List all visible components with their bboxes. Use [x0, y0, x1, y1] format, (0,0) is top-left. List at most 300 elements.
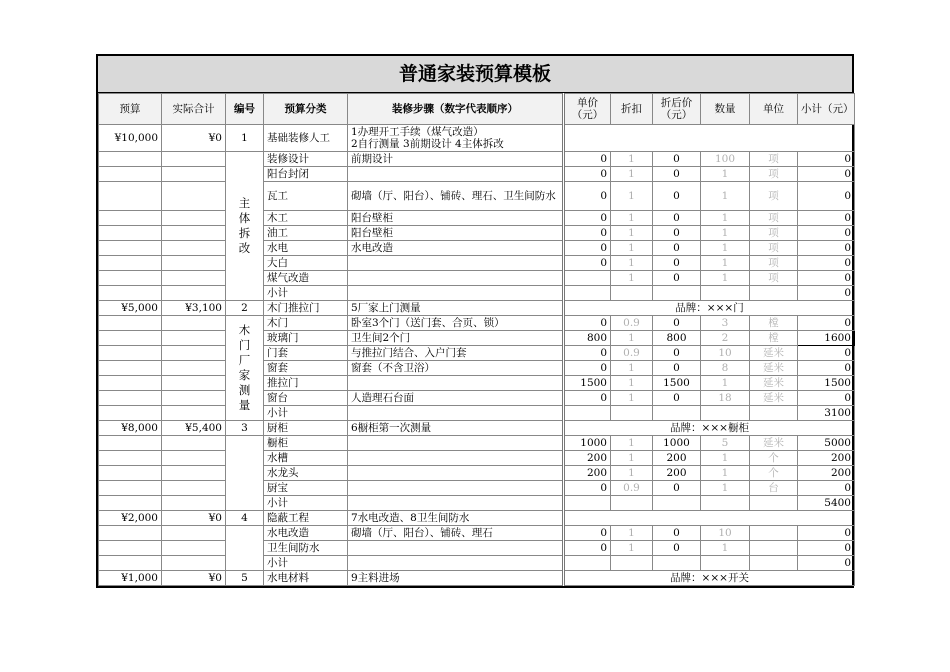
unit-cell[interactable]: 项	[750, 167, 798, 182]
unit-price-cell[interactable]: 0	[564, 316, 611, 331]
disc-price-cell[interactable]: 0	[653, 316, 701, 331]
item-row	[99, 271, 855, 286]
actual-cell[interactable]	[162, 271, 226, 286]
category-cell[interactable]: 隐蔽工程	[264, 511, 348, 526]
item-desc-cell[interactable]	[348, 466, 564, 481]
item-desc-cell[interactable]: 前期设计	[348, 152, 564, 167]
budget-cell[interactable]	[99, 182, 162, 211]
item-desc-cell[interactable]: 卧室3个门（送门套、合页、锁）	[348, 316, 564, 331]
budget-cell[interactable]	[99, 496, 162, 511]
unit-cell[interactable]: 项	[750, 241, 798, 256]
disc-price-cell[interactable]	[653, 496, 701, 511]
unit-cell[interactable]	[750, 541, 798, 556]
subtotal-cell[interactable]: 5400	[798, 496, 855, 511]
item-name-cell[interactable]: 油工	[264, 226, 348, 241]
qty-cell[interactable]: 1	[701, 167, 750, 182]
qty-cell[interactable]: 100	[701, 152, 750, 167]
budget-cell[interactable]	[99, 376, 162, 391]
unit-cell[interactable]: 项	[750, 211, 798, 226]
discount-cell[interactable]	[611, 406, 653, 421]
discount-cell[interactable]: 1	[611, 526, 653, 541]
budget-cell[interactable]	[99, 526, 162, 541]
no-cell[interactable]: 3	[226, 421, 264, 436]
item-desc-cell[interactable]: 与推拉门结合、入户门套	[348, 346, 564, 361]
unit-price-cell[interactable]: 0	[564, 241, 611, 256]
actual-cell[interactable]	[162, 152, 226, 167]
item-desc-cell[interactable]	[348, 256, 564, 271]
qty-cell[interactable]: 1	[701, 241, 750, 256]
disc-price-cell[interactable]: 0	[653, 167, 701, 182]
item-name-cell[interactable]: 窗套	[264, 361, 348, 376]
item-name-cell[interactable]: 小计	[264, 556, 348, 571]
header-subtotal: 小计（元）	[798, 94, 855, 125]
budget-cell[interactable]	[99, 256, 162, 271]
discount-cell[interactable]: 1	[611, 436, 653, 451]
subtotal-cell[interactable]: 0	[798, 526, 855, 541]
disc-price-cell[interactable]: 1500	[653, 376, 701, 391]
actual-cell[interactable]	[162, 526, 226, 541]
steps-cell[interactable]: 9主料进场	[348, 571, 564, 586]
sheet-title: 普通家装预算模板	[98, 56, 852, 93]
unit-price-cell[interactable]: 0	[564, 182, 611, 211]
discount-cell[interactable]: 1	[611, 182, 653, 211]
unit-cell[interactable]	[750, 406, 798, 421]
unit-cell[interactable]: 樘	[750, 331, 798, 346]
discount-cell[interactable]: 1	[611, 466, 653, 481]
qty-cell[interactable]: 18	[701, 391, 750, 406]
item-desc-cell[interactable]	[348, 271, 564, 286]
item-name-cell[interactable]: 木门	[264, 316, 348, 331]
qty-cell[interactable]: 1	[701, 481, 750, 496]
item-desc-cell[interactable]	[348, 481, 564, 496]
subtotal-cell[interactable]: 0	[798, 241, 855, 256]
disc-price-cell[interactable]: 0	[653, 361, 701, 376]
disc-price-cell[interactable]: 0	[653, 541, 701, 556]
discount-cell[interactable]	[611, 496, 653, 511]
qty-cell[interactable]: 1	[701, 466, 750, 481]
unit-price-cell[interactable]: 0	[564, 361, 611, 376]
header-disc-price: 折后价（元）	[653, 94, 701, 125]
item-name-cell[interactable]: 水槽	[264, 451, 348, 466]
unit-cell[interactable]: 项	[750, 226, 798, 241]
budget-cell[interactable]	[99, 316, 162, 331]
item-desc-cell[interactable]	[348, 436, 564, 451]
group-label-cell[interactable]	[226, 526, 264, 571]
disc-price-cell[interactable]: 0	[653, 211, 701, 226]
actual-cell[interactable]	[162, 451, 226, 466]
item-desc-cell[interactable]: 人造理石台面	[348, 391, 564, 406]
unit-price-cell[interactable]: 200	[564, 466, 611, 481]
unit-cell[interactable]	[750, 526, 798, 541]
discount-cell[interactable]: 1	[611, 167, 653, 182]
item-name-cell[interactable]: 水电改造	[264, 526, 348, 541]
actual-cell[interactable]	[162, 556, 226, 571]
budget-cell[interactable]	[99, 331, 162, 346]
budget-cell[interactable]	[99, 481, 162, 496]
item-row	[99, 241, 855, 256]
unit-price-cell[interactable]: 0	[564, 481, 611, 496]
item-name-cell[interactable]: 橱柜	[264, 436, 348, 451]
actual-cell[interactable]	[162, 316, 226, 331]
actual-cell[interactable]	[162, 391, 226, 406]
budget-cell[interactable]	[99, 346, 162, 361]
unit-price-cell[interactable]: 0	[564, 211, 611, 226]
budget-cell[interactable]	[99, 466, 162, 481]
actual-cell[interactable]	[162, 182, 226, 211]
category-cell[interactable]: 厨柜	[264, 421, 348, 436]
disc-price-cell[interactable]: 0	[653, 481, 701, 496]
unit-price-cell[interactable]	[564, 286, 611, 301]
unit-price-cell[interactable]: 1000	[564, 436, 611, 451]
discount-cell[interactable]: 1	[611, 256, 653, 271]
subtotal-cell[interactable]: 0	[798, 541, 855, 556]
discount-cell[interactable]: 1	[611, 451, 653, 466]
actual-cell[interactable]	[162, 331, 226, 346]
no-cell[interactable]: 4	[226, 511, 264, 526]
group-label-cell[interactable]	[226, 436, 264, 511]
qty-cell[interactable]	[701, 556, 750, 571]
actual-cell[interactable]	[162, 211, 226, 226]
subtotal-cell[interactable]: 0	[798, 211, 855, 226]
item-row	[99, 226, 855, 241]
qty-cell[interactable]: 2	[701, 331, 750, 346]
qty-cell[interactable]	[701, 286, 750, 301]
item-name-cell[interactable]: 卫生间防水	[264, 541, 348, 556]
item-name-cell[interactable]: 玻璃门	[264, 331, 348, 346]
discount-cell[interactable]: 0.9	[611, 481, 653, 496]
subtotal-cell[interactable]: 0	[798, 256, 855, 271]
steps-cell[interactable]: 5厂家上门测量	[348, 301, 564, 316]
section-row	[99, 125, 855, 152]
budget-cell[interactable]	[99, 226, 162, 241]
disc-price-cell[interactable]: 800	[653, 331, 701, 346]
budget-cell[interactable]	[99, 271, 162, 286]
qty-cell[interactable]: 1	[701, 256, 750, 271]
empty-cell[interactable]	[564, 125, 855, 152]
budget-cell[interactable]	[99, 541, 162, 556]
disc-price-cell[interactable]: 0	[653, 526, 701, 541]
qty-cell[interactable]: 1	[701, 376, 750, 391]
qty-cell[interactable]: 5	[701, 436, 750, 451]
discount-cell[interactable]: 1	[611, 271, 653, 286]
subtotal-cell[interactable]: 0	[798, 182, 855, 211]
disc-price-cell[interactable]: 1000	[653, 436, 701, 451]
budget-cell[interactable]	[99, 167, 162, 182]
budget-cell[interactable]	[99, 241, 162, 256]
subtotal-cell[interactable]: 0	[798, 346, 855, 361]
steps-cell[interactable]: 7水电改造、8卫生间防水	[348, 511, 564, 526]
item-row	[99, 481, 855, 496]
item-desc-cell[interactable]	[348, 541, 564, 556]
disc-price-cell[interactable]	[653, 286, 701, 301]
discount-cell[interactable]: 0.9	[611, 316, 653, 331]
unit-cell[interactable]: 项	[750, 256, 798, 271]
item-row	[99, 182, 855, 211]
item-name-cell[interactable]: 木工	[264, 211, 348, 226]
unit-cell[interactable]: 个	[750, 466, 798, 481]
subtotal-cell[interactable]: 0	[798, 286, 855, 301]
unit-cell[interactable]	[750, 286, 798, 301]
item-name-cell[interactable]: 水龙头	[264, 466, 348, 481]
discount-cell[interactable]: 1	[611, 152, 653, 167]
unit-cell[interactable]: 项	[750, 271, 798, 286]
brand-cell[interactable]: 品牌：×××开关	[564, 571, 855, 586]
qty-cell[interactable]: 1	[701, 451, 750, 466]
no-cell[interactable]: 5	[226, 571, 264, 586]
qty-cell[interactable]	[701, 406, 750, 421]
item-row	[99, 256, 855, 271]
unit-price-cell[interactable]: 200	[564, 451, 611, 466]
unit-cell[interactable]: 樘	[750, 316, 798, 331]
item-desc-cell[interactable]	[348, 556, 564, 571]
category-cell[interactable]: 木门推拉门	[264, 301, 348, 316]
subtotal-cell[interactable]: 1600	[798, 331, 855, 346]
group-label-cell[interactable]: 木门厂家测量	[226, 316, 264, 421]
category-cell[interactable]: 水电材料	[264, 571, 348, 586]
item-row	[99, 556, 855, 571]
subtotal-cell[interactable]: 0	[798, 556, 855, 571]
item-name-cell[interactable]: 水电	[264, 241, 348, 256]
actual-cell[interactable]	[162, 241, 226, 256]
brand-cell[interactable]: 品牌：×××橱柜	[564, 421, 855, 436]
item-desc-cell[interactable]: 阳台壁柜	[348, 226, 564, 241]
actual-cell[interactable]	[162, 481, 226, 496]
empty-cell[interactable]	[564, 511, 855, 526]
actual-cell[interactable]	[162, 256, 226, 271]
subtotal-cell[interactable]: 0	[798, 316, 855, 331]
unit-cell[interactable]: 延米	[750, 391, 798, 406]
discount-cell[interactable]: 1	[611, 541, 653, 556]
item-row	[99, 466, 855, 481]
subtotal-cell[interactable]: 200	[798, 466, 855, 481]
unit-price-cell[interactable]	[564, 406, 611, 421]
budget-table	[98, 93, 855, 586]
actual-cell[interactable]	[162, 226, 226, 241]
qty-cell[interactable]: 1	[701, 226, 750, 241]
actual-cell[interactable]	[162, 361, 226, 376]
item-desc-cell[interactable]	[348, 286, 564, 301]
budget-cell[interactable]: ¥5,000	[99, 301, 162, 316]
qty-cell[interactable]: 8	[701, 361, 750, 376]
subtotal-cell[interactable]: 0	[798, 271, 855, 286]
budget-cell[interactable]	[99, 152, 162, 167]
budget-cell[interactable]	[99, 211, 162, 226]
qty-cell[interactable]: 1	[701, 211, 750, 226]
unit-price-cell[interactable]: 1500	[564, 376, 611, 391]
subtotal-cell[interactable]: 0	[798, 391, 855, 406]
actual-cell[interactable]: ¥3,100	[162, 301, 226, 316]
actual-cell[interactable]: ¥5,400	[162, 421, 226, 436]
item-row	[99, 211, 855, 226]
header-unit: 单位	[750, 94, 798, 125]
qty-cell[interactable]: 1	[701, 541, 750, 556]
budget-cell[interactable]	[99, 451, 162, 466]
disc-price-cell[interactable]	[653, 406, 701, 421]
actual-cell[interactable]	[162, 376, 226, 391]
subtotal-cell[interactable]: 0	[798, 167, 855, 182]
discount-cell[interactable]: 1	[611, 226, 653, 241]
discount-cell[interactable]	[611, 556, 653, 571]
actual-cell[interactable]: ¥0	[162, 571, 226, 586]
unit-price-cell[interactable]: 0	[564, 391, 611, 406]
actual-cell[interactable]	[162, 496, 226, 511]
budget-cell[interactable]: ¥2,000	[99, 511, 162, 526]
item-row	[99, 376, 855, 391]
budget-cell[interactable]	[99, 361, 162, 376]
unit-price-cell[interactable]: 0	[564, 167, 611, 182]
discount-cell[interactable]: 1	[611, 211, 653, 226]
actual-cell[interactable]	[162, 406, 226, 421]
disc-price-cell[interactable]: 0	[653, 256, 701, 271]
item-desc-cell[interactable]	[348, 376, 564, 391]
item-name-cell[interactable]: 厨宝	[264, 481, 348, 496]
actual-cell[interactable]	[162, 436, 226, 451]
budget-cell[interactable]: ¥1,000	[99, 571, 162, 586]
item-row	[99, 286, 855, 301]
actual-cell[interactable]	[162, 286, 226, 301]
discount-cell[interactable]: 1	[611, 361, 653, 376]
item-row	[99, 496, 855, 511]
unit-price-cell[interactable]: 0	[564, 541, 611, 556]
subtotal-cell[interactable]: 0	[798, 152, 855, 167]
disc-price-cell[interactable]: 0	[653, 271, 701, 286]
item-desc-cell[interactable]: 卫生间2个门	[348, 331, 564, 346]
header-unit-price: 单价（元）	[564, 94, 611, 125]
unit-price-cell[interactable]: 0	[564, 526, 611, 541]
qty-cell[interactable]: 1	[701, 182, 750, 211]
item-desc-cell[interactable]: 阳台壁柜	[348, 211, 564, 226]
item-name-cell[interactable]: 推拉门	[264, 376, 348, 391]
item-desc-cell[interactable]: 砌墙（厅、阳台）、铺砖、理石	[348, 526, 564, 541]
header-budget: 预算	[99, 94, 162, 125]
unit-cell[interactable]: 项	[750, 152, 798, 167]
disc-price-cell[interactable]: 0	[653, 182, 701, 211]
item-row	[99, 167, 855, 182]
subtotal-cell[interactable]: 1500	[798, 376, 855, 391]
category-cell[interactable]: 基础装修人工	[264, 125, 348, 152]
item-name-cell[interactable]: 门套	[264, 346, 348, 361]
item-name-cell[interactable]: 小计	[264, 406, 348, 421]
unit-cell[interactable]: 延米	[750, 436, 798, 451]
unit-cell[interactable]: 项	[750, 182, 798, 211]
disc-price-cell[interactable]: 0	[653, 226, 701, 241]
unit-cell[interactable]	[750, 556, 798, 571]
unit-cell[interactable]: 延米	[750, 346, 798, 361]
budget-cell[interactable]	[99, 406, 162, 421]
unit-price-cell[interactable]	[564, 271, 611, 286]
unit-price-cell[interactable]: 0	[564, 152, 611, 167]
group-label-cell[interactable]: 主体拆改	[226, 152, 264, 301]
item-row	[99, 361, 855, 376]
actual-cell[interactable]: ¥0	[162, 511, 226, 526]
unit-price-cell[interactable]	[564, 496, 611, 511]
actual-cell[interactable]	[162, 167, 226, 182]
unit-price-cell[interactable]: 0	[564, 256, 611, 271]
item-name-cell[interactable]: 装修设计	[264, 152, 348, 167]
qty-cell[interactable]: 3	[701, 316, 750, 331]
item-desc-cell[interactable]: 砌墙（厅、阳台）、铺砖、理石、卫生间防水	[348, 182, 564, 211]
steps-cell[interactable]: 6橱柜第一次测量	[348, 421, 564, 436]
actual-cell[interactable]	[162, 466, 226, 481]
actual-cell[interactable]: ¥0	[162, 125, 226, 152]
disc-price-cell[interactable]: 0	[653, 391, 701, 406]
item-desc-cell[interactable]	[348, 496, 564, 511]
section-row	[99, 421, 855, 436]
budget-cell[interactable]	[99, 436, 162, 451]
subtotal-cell[interactable]: 5000	[798, 436, 855, 451]
subtotal-cell[interactable]: 0	[798, 481, 855, 496]
item-name-cell[interactable]: 瓦工	[264, 182, 348, 211]
unit-cell[interactable]	[750, 496, 798, 511]
budget-cell[interactable]	[99, 286, 162, 301]
actual-cell[interactable]	[162, 541, 226, 556]
header-discount: 折扣	[611, 94, 653, 125]
unit-price-cell[interactable]: 0	[564, 346, 611, 361]
budget-cell[interactable]	[99, 556, 162, 571]
item-desc-cell[interactable]: 水电改造	[348, 241, 564, 256]
budget-cell[interactable]: ¥10,000	[99, 125, 162, 152]
item-desc-cell[interactable]	[348, 406, 564, 421]
item-desc-cell[interactable]: 窗套（不含卫浴）	[348, 361, 564, 376]
actual-cell[interactable]	[162, 346, 226, 361]
item-name-cell[interactable]: 煤气改造	[264, 271, 348, 286]
qty-cell[interactable]	[701, 496, 750, 511]
disc-price-cell[interactable]: 0	[653, 241, 701, 256]
item-name-cell[interactable]: 大白	[264, 256, 348, 271]
unit-cell[interactable]: 台	[750, 481, 798, 496]
disc-price-cell[interactable]	[653, 556, 701, 571]
subtotal-cell[interactable]: 0	[798, 361, 855, 376]
item-row	[99, 541, 855, 556]
steps-cell[interactable]: 1办理开工手续（煤气改造） 2自行测量 3前期设计 4主体拆改	[348, 125, 564, 152]
item-name-cell[interactable]: 阳台封闭	[264, 167, 348, 182]
discount-cell[interactable]: 1	[611, 376, 653, 391]
no-cell[interactable]: 1	[226, 125, 264, 152]
discount-cell[interactable]: 1	[611, 391, 653, 406]
item-desc-cell[interactable]	[348, 451, 564, 466]
unit-cell[interactable]: 延米	[750, 361, 798, 376]
item-name-cell[interactable]: 窗台	[264, 391, 348, 406]
unit-cell[interactable]: 个	[750, 451, 798, 466]
item-name-cell[interactable]: 小计	[264, 286, 348, 301]
disc-price-cell[interactable]: 0	[653, 346, 701, 361]
discount-cell[interactable]: 1	[611, 331, 653, 346]
qty-cell[interactable]: 10	[701, 526, 750, 541]
subtotal-cell[interactable]: 3100	[798, 406, 855, 421]
discount-cell[interactable]	[611, 286, 653, 301]
no-cell[interactable]: 2	[226, 301, 264, 316]
qty-cell[interactable]: 10	[701, 346, 750, 361]
disc-price-cell[interactable]: 0	[653, 152, 701, 167]
budget-cell[interactable]: ¥8,000	[99, 421, 162, 436]
unit-price-cell[interactable]: 0	[564, 226, 611, 241]
item-row	[99, 451, 855, 466]
qty-cell[interactable]: 1	[701, 271, 750, 286]
subtotal-cell[interactable]: 200	[798, 451, 855, 466]
budget-cell[interactable]	[99, 391, 162, 406]
item-desc-cell[interactable]	[348, 167, 564, 182]
unit-price-cell[interactable]: 800	[564, 331, 611, 346]
discount-cell[interactable]: 1	[611, 241, 653, 256]
discount-cell[interactable]: 0.9	[611, 346, 653, 361]
unit-price-cell[interactable]	[564, 556, 611, 571]
item-name-cell[interactable]: 小计	[264, 496, 348, 511]
subtotal-cell[interactable]: 0	[798, 226, 855, 241]
disc-price-cell[interactable]: 200	[653, 466, 701, 481]
unit-cell[interactable]: 延米	[750, 376, 798, 391]
disc-price-cell[interactable]: 200	[653, 451, 701, 466]
brand-cell[interactable]: 品牌：×××门	[564, 301, 855, 316]
